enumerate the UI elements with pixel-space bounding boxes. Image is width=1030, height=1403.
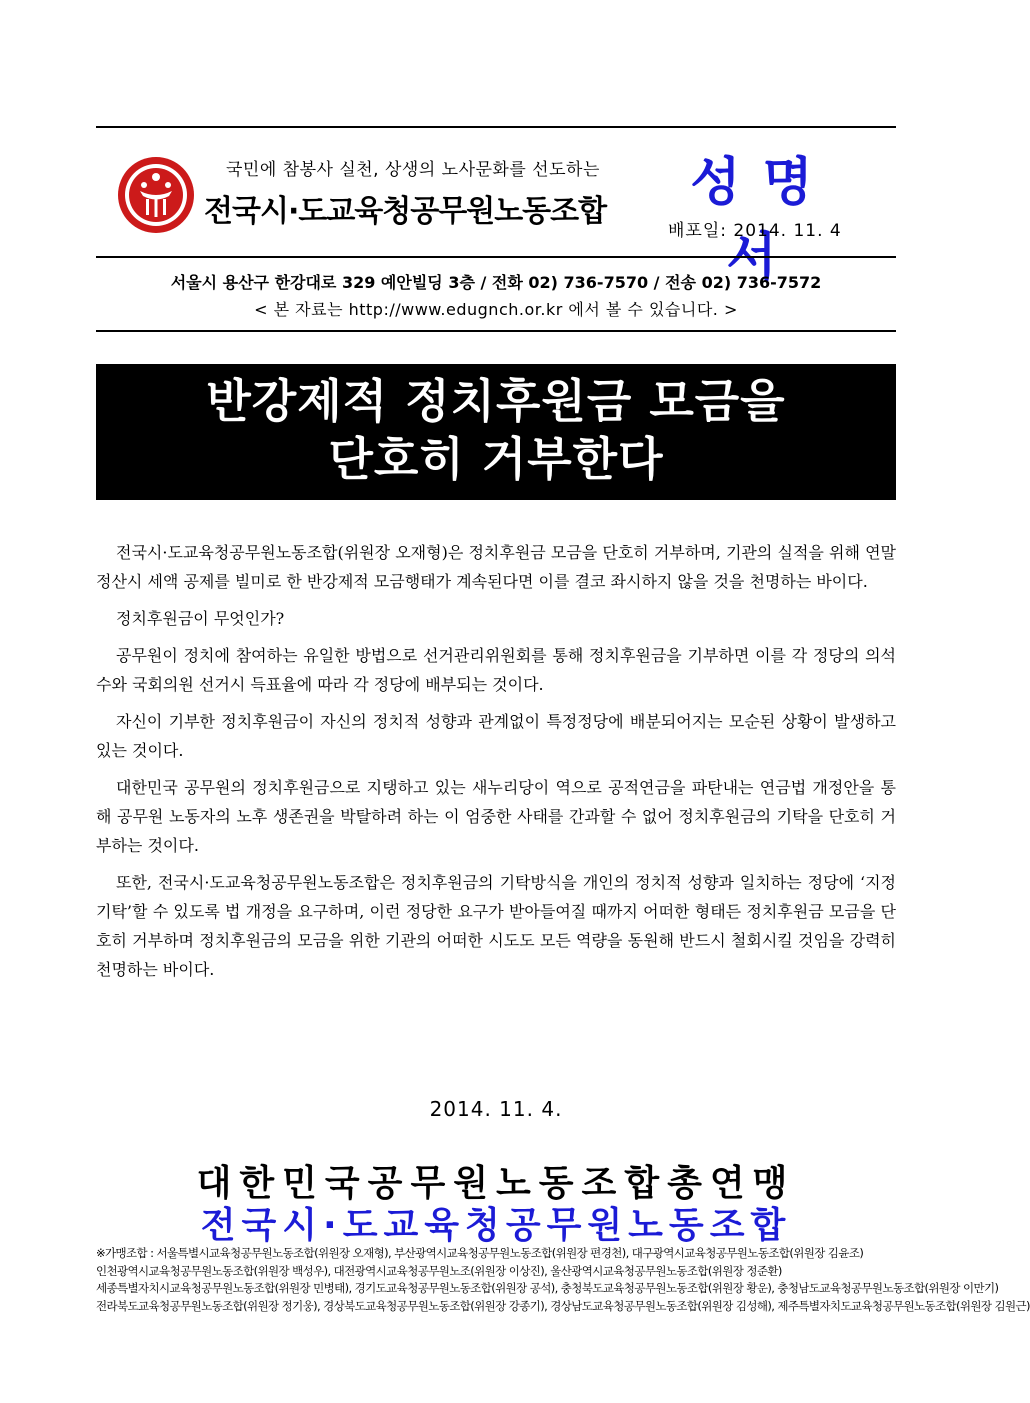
member-unions-line: 전라북도교육청공무원노동조합(위원장 정기웅), 경상북도교육청공무원노동조합(위원장 강종기), 경상남도교육청공무원노동조합(위원장 김성해), 제주특별자치도교육청공무원노동조합(위원장 김원근)	[96, 1298, 1030, 1313]
body-paragraph: 전국시·도교육청공무원노동조합(위원장 오재형)은 정치후원금 모금을 단호히 거부하며, 기관의 실적을 위해 연말정산시 세액 공제를 빌미로 한 반강제적 모금행태가 계속된다면 이를 결코 좌시하지 않을 것을 천명하는 바이다.	[96, 543, 896, 591]
member-unions-list	[96, 1245, 1030, 1315]
union-logo-icon	[116, 155, 196, 235]
statement-body	[96, 538, 896, 992]
body-paragraph: 공무원이 정치에 참여하는 유일한 방법으로 선거관리위원회를 통해 정치후원금을 기부하면 이를 각 정당의 의석수와 국회의원 선거시 득표율에 따라 각 정당에 배부되는 것이다.	[96, 646, 896, 694]
body-paragraph: 대한민국 공무원의 정치후원금으로 지탱하고 있는 새누리당이 역으로 공적연금을 파탄내는 연금법 개정안을 통해 공무원 노동자의 노후 생존권을 박탈하려 하는 이 엄중한 사태를 간과할 수 없어 정치후원금의 기탁을 단호히 거부하는 것이다.	[96, 778, 896, 855]
body-paragraph: 또한, 전국시·도교육청공무원노동조합은 정치후원금의 기탁방식을 개인의 정치적 성향과 일치하는 정당에 ‘지정기탁’할 수 있도록 법 개정을 요구하며, 이런 정당한 요구가 받아들여질 때까지 어떠한 형태든 정치후원금 모금을 단호히 거부하며 정치후원금의 모금을 위한 기관의 어떠한 시도도 모든 역량을 동원해 반드시 철회시킬 것임을 강력히 천명하는 바이다.	[96, 873, 896, 979]
website-notice: < 본 자료는 http://www.edugnch.or.kr 에서 볼 수 있습니다. >	[254, 300, 738, 319]
signer-federation: 대한민국공무원노동조합총연맹	[196, 1163, 796, 1204]
member-unions-line: ※가맹조합 : 서울특별시교육청공무원노동조합(위원장 오재형), 부산광역시교육청공무원노동조합(위원장 편경천), 대구광역시교육청공무원노동조합(위원장 김윤조)	[96, 1246, 864, 1260]
signature-date: 2014. 11. 4.	[429, 1097, 563, 1121]
org-name: 전국시·도교육청공무원노동조합	[204, 194, 607, 229]
header-divider	[96, 256, 896, 258]
member-unions-line: 세종특별자치시교육청공무원노동조합(위원장 민병태), 경기도교육청공무원노동조합(위원장 공석), 충청북도교육청공무원노동조합(위원장 황운), 충청남도교육청공무원노동조합(위원장 이만기)	[96, 1281, 999, 1295]
org-tagline: 국민에 참봉사 실천, 상생의 노사문화를 선도하는	[226, 160, 600, 180]
contact-address: 서울시 용산구 한강대로 329 예안빌딩 3층 / 전화 02) 736-7570 / 전송 02) 736-7572	[170, 273, 822, 292]
headline-line-1: 반강제적 정치후원금 모금을	[206, 374, 786, 428]
document-type: 성명서	[690, 153, 835, 288]
headline-line-2: 단호히 거부한다	[328, 432, 664, 486]
headline-box	[96, 364, 896, 500]
distribution-date: 배포일: 2014. 11. 4	[668, 221, 842, 241]
body-paragraph: 자신이 기부한 정치후원금이 자신의 정치적 성향과 관계없이 특정정당에 배분되어지는 모순된 상황이 발생하고 있는 것이다.	[96, 712, 896, 760]
top-rule	[96, 126, 896, 128]
body-paragraph: 정치후원금이 무엇인가?	[116, 609, 285, 628]
contact-divider	[96, 330, 896, 332]
member-unions-line: 인천광역시교육청공무원노동조합(위원장 백성우), 대전광역시교육청공무원노조(위원장 이상진), 울산광역시교육청공무원노동조합(위원장 정준환)	[96, 1263, 782, 1278]
signer-union: 전국시·도교육청공무원노동조합	[200, 1205, 792, 1246]
